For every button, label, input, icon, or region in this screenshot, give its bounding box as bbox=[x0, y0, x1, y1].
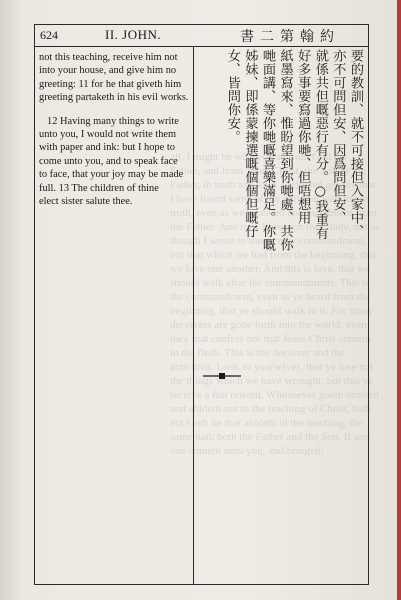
english-paragraph bbox=[39, 51, 191, 105]
text-line: elect sister salute thee. bbox=[39, 196, 133, 208]
text-line: greeting: 11 for he that giveth him bbox=[39, 78, 182, 90]
text-line: into your house, and give him no bbox=[39, 65, 177, 77]
text-line: with paper and ink: but I hope to bbox=[39, 142, 175, 154]
header-rule bbox=[35, 46, 368, 47]
page-number: 624 bbox=[40, 28, 58, 42]
chinese-column: 要的教訓、就不可接但入家中、 亦不可問但安、因爲問但安、 就係共但嘅惡行有分。○我重有 好多事要寫過你哋、但唔想用 紙墨寫來、惟盼望到你哋處、共你 哋面講、等你哋嘅喜樂滿足。你嘅 姊妹、即係蒙揀選嘅個個但嘅仔 女、皆問你安。 bbox=[224, 49, 363, 252]
column-divider bbox=[193, 46, 194, 584]
text-line: to face, that your joy may be made bbox=[39, 169, 184, 181]
red-page-edge bbox=[397, 0, 401, 600]
text-line: 12 Having many things to write bbox=[47, 115, 179, 127]
bleed-through-text: all, I might be with you as from God the Father, and from Jesus Christ, the Son of the Father, in truth and love. I rejoiced greatly that I have found some of thy children walking in truth, even as we received commandment from the Father. And now I beseech thee, lady, not as though I wrote to thee a new commandment, but that which we had from the beginning, that we love one another. And this is love, that we should walk after his commandments. This is the commandment, even as ye heard from the beginning, that ye should walk in it. For many deceivers are gone forth into the world, even they that confess not that Jesus Christ cometh in the flesh. This is the deceiver and the antichrist. Look to yourselves, that ye lose not the things which we have wrought, but that ye receive a full reward. Whosoever goeth onward and abideth not in the teaching of Christ, hath not God: he that abideth in the teaching, the same hath both the Father and the Son. If any one cometh unto you, and bringeth bbox=[170, 151, 380, 457]
text-line: full. 13 The children of thine bbox=[39, 182, 159, 194]
english-column bbox=[39, 51, 191, 214]
running-head-english: II. JOHN. bbox=[105, 27, 162, 42]
text-line: unto you, I would not write them bbox=[39, 129, 177, 141]
text-line: greeting partaketh in his evil works. bbox=[39, 92, 189, 104]
text-line: not this teaching, receive him not bbox=[39, 52, 178, 63]
running-head-chinese: 約翰第二書 bbox=[240, 29, 340, 45]
end-ornament-icon bbox=[203, 373, 241, 379]
text-line: come unto you, and to speak face bbox=[39, 155, 178, 167]
english-paragraph bbox=[39, 115, 191, 209]
page-frame bbox=[34, 24, 369, 585]
